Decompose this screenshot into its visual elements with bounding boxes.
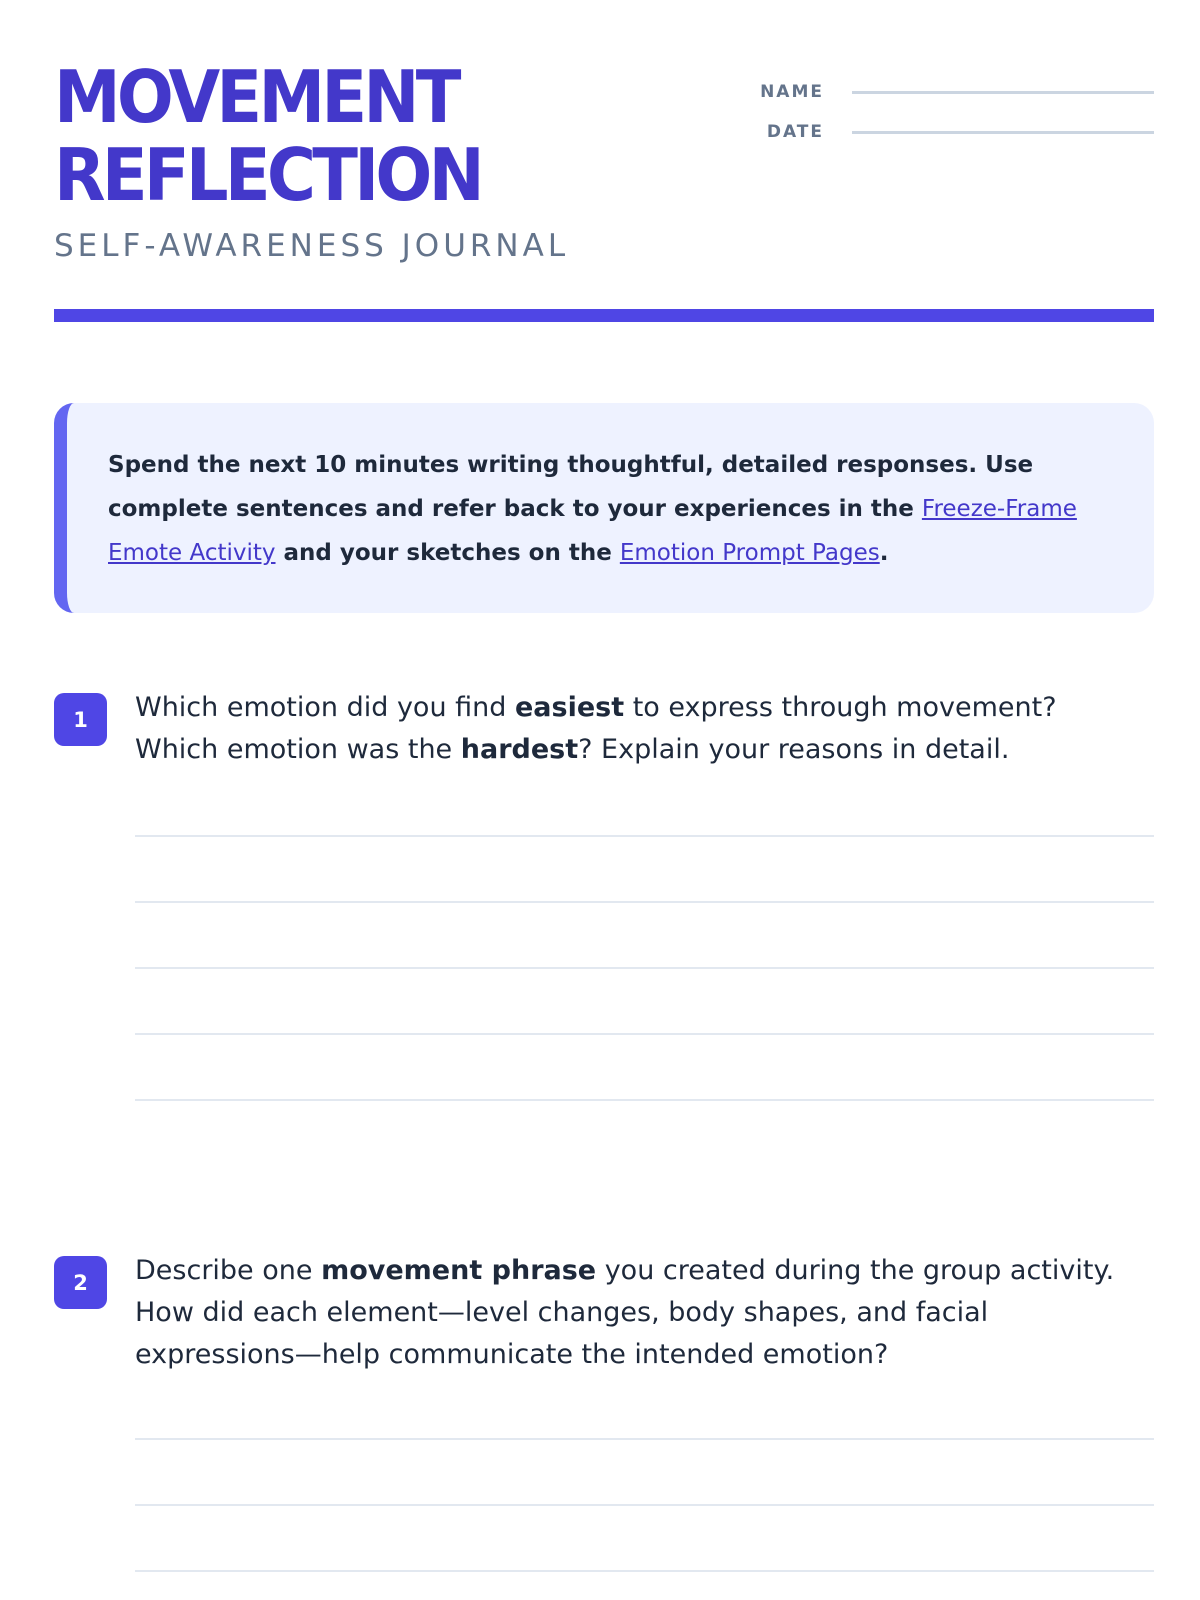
student-info — [734, 66, 1154, 146]
question-number-badge: 1 — [54, 693, 107, 746]
question-text — [135, 687, 1145, 771]
emotion-prompt-pages-link[interactable]: Emotion Prompt Pages — [619, 540, 880, 566]
question-text-run: Describe one — [135, 1255, 322, 1286]
question-emphasis: hardest — [460, 734, 579, 765]
name-row — [734, 66, 1154, 106]
answer-line[interactable] — [135, 1374, 1154, 1440]
question-number-badge: 2 — [54, 1256, 107, 1309]
question-text — [135, 1250, 1145, 1376]
name-field[interactable] — [852, 91, 1154, 94]
title-line-2: REFLECTION — [54, 133, 481, 217]
answer-line[interactable] — [135, 969, 1154, 1035]
date-label: DATE — [766, 122, 824, 142]
question-2 — [54, 1250, 1154, 1600]
question-emphasis: easiest — [514, 692, 625, 723]
name-label: NAME — [760, 82, 824, 102]
answer-area[interactable] — [135, 771, 1154, 1101]
question-text-run: Which emotion did you find — [135, 692, 515, 723]
answer-line[interactable] — [135, 837, 1154, 903]
answer-line[interactable] — [135, 1035, 1154, 1101]
page-subtitle: SELF-AWARENESS JOURNAL — [54, 228, 570, 264]
date-field[interactable] — [852, 131, 1154, 134]
worksheet-page — [54, 0, 1154, 1600]
date-row — [734, 106, 1154, 146]
instructions-text-2: and your sketches on the — [275, 540, 620, 566]
title-line-1: MOVEMENT — [54, 55, 458, 139]
page-title — [54, 55, 481, 217]
header — [54, 55, 1154, 268]
question-emphasis: movement phrase — [321, 1255, 597, 1286]
answer-line[interactable] — [135, 771, 1154, 837]
question-text-run: you created during the group activity. How did each element—level changes, body shapes, and facial expressions—help communicate the intended emotion? — [135, 1255, 1115, 1370]
question-text-run: ? Explain your reasons in detail. — [578, 734, 1010, 765]
header-divider — [54, 309, 1154, 322]
question-text-run: to express through movement? Which emotion was the — [135, 692, 1057, 765]
instructions-text-3: . — [879, 540, 889, 566]
answer-area[interactable] — [135, 1374, 1154, 1572]
answer-line[interactable] — [135, 1440, 1154, 1506]
answer-line[interactable] — [135, 1506, 1154, 1572]
question-1 — [54, 687, 1154, 1177]
answer-line[interactable] — [135, 903, 1154, 969]
instructions-text-1: Spend the next 10 minutes writing thoughtful, detailed responses. Use complete sentences and refer back to your experiences in the — [108, 452, 1034, 522]
instructions-box — [54, 403, 1154, 613]
freeze-frame-activity-link[interactable]: Freeze-Frame Emote Activity — [108, 496, 1077, 566]
